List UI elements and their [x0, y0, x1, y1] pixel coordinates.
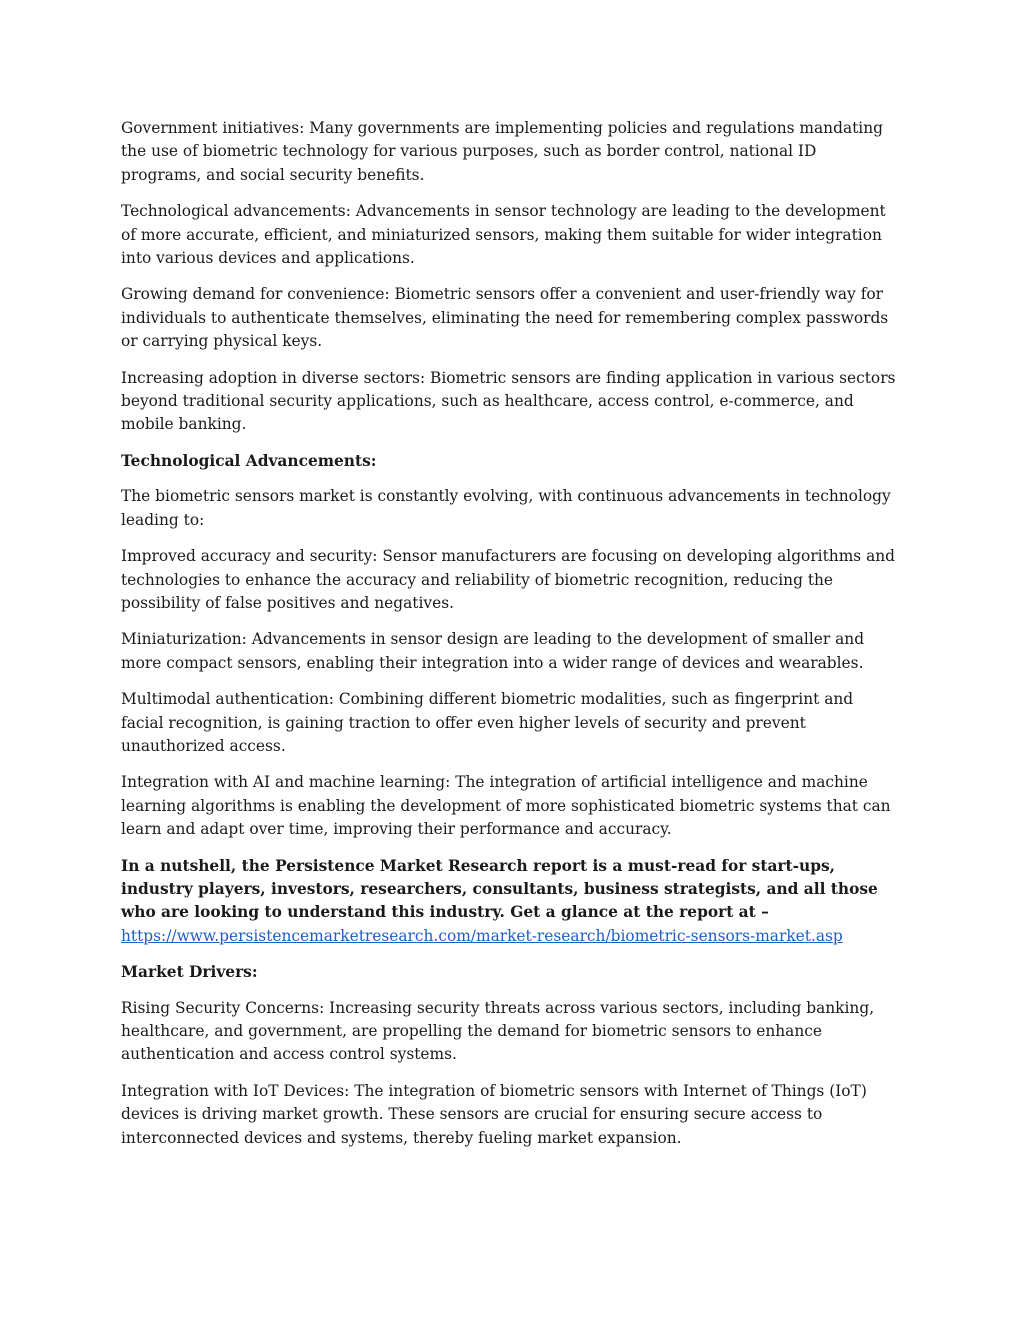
paragraph-accuracy-security: Improved accuracy and security: Sensor manufacturers are focusing on developing algorithms and technologies to enhance the accuracy and reliability of biometric recognition, reducing the possibility of false positives and negatives.	[121, 547, 896, 612]
paragraph-multimodal: Multimodal authentication: Combining different biometric modalities, such as fingerprint and facial recognition, is gaining traction to offer even higher levels of security and prevent unauthorized access.	[121, 690, 854, 755]
paragraph-iot-integration: Integration with IoT Devices: The integration of biometric sensors with Internet of Things (IoT) devices is driving market growth. These sensors are crucial for ensuring secure access to interconnected devices and systems, thereby fueling market expansion.	[121, 1081, 867, 1147]
heading-technological-advancements: Technological Advancements:	[121, 451, 377, 470]
paragraph-miniaturization: Miniaturization: Advancements in sensor design are leading to the development of smaller and more compact sensors, enabling their integration into a wider range of devices and wearables.	[121, 630, 865, 672]
paragraph-technological-advancements: Technological advancements: Advancements in sensor technology are leading to the development of more accurate, efficient, and miniaturized sensors, making them suitable for wider integration into various devices and applications.	[121, 202, 886, 268]
heading-market-drivers: Market Drivers:	[121, 963, 258, 982]
paragraph-ai-ml: Integration with AI and machine learning: The integration of artificial intelligence and machine learning algorithms is enabling the development of more sophisticated biometric systems that can learn and adapt over time, improving their performance and accuracy.	[121, 773, 891, 839]
paragraph-government-initiatives: Government initiatives: Many governments are implementing policies and regulations mandating the use of biometric technology for various purposes, such as border control, national ID programs, and social security benefits.	[121, 119, 883, 184]
paragraph-market-evolving: The biometric sensors market is constantly evolving, with continuous advancements in technology leading to:	[121, 487, 891, 529]
paragraph-security-concerns: Rising Security Concerns: Increasing security threats across various sectors, including banking, healthcare, and government, are propelling the demand for biometric sensors to enhance authentication and access control systems.	[121, 998, 875, 1064]
nutshell-text: In a nutshell, the Persistence Market Research report is a must-read for start-ups, industry players, investors, researchers, consultants, business strategists, and all those who are looking to understand this industry. Get a glance at the report at –	[121, 856, 878, 922]
paragraph-diverse-sectors: Increasing adoption in diverse sectors: Biometric sensors are finding application in various sectors beyond traditional security applications, such as healthcare, access control, e-commerce, and mobile banking.	[121, 368, 896, 434]
paragraph-convenience: Growing demand for convenience: Biometric sensors offer a convenient and user-friendly way for individuals to authenticate themselves, eliminating the need for remembering complex passwords or carrying physical keys.	[121, 285, 889, 351]
document-page	[121, 117, 897, 1163]
nutshell-block	[121, 855, 897, 949]
report-link[interactable]: https://www.persistencemarketresearch.com/market-research/biometric-sensors-market.asp	[121, 926, 843, 945]
